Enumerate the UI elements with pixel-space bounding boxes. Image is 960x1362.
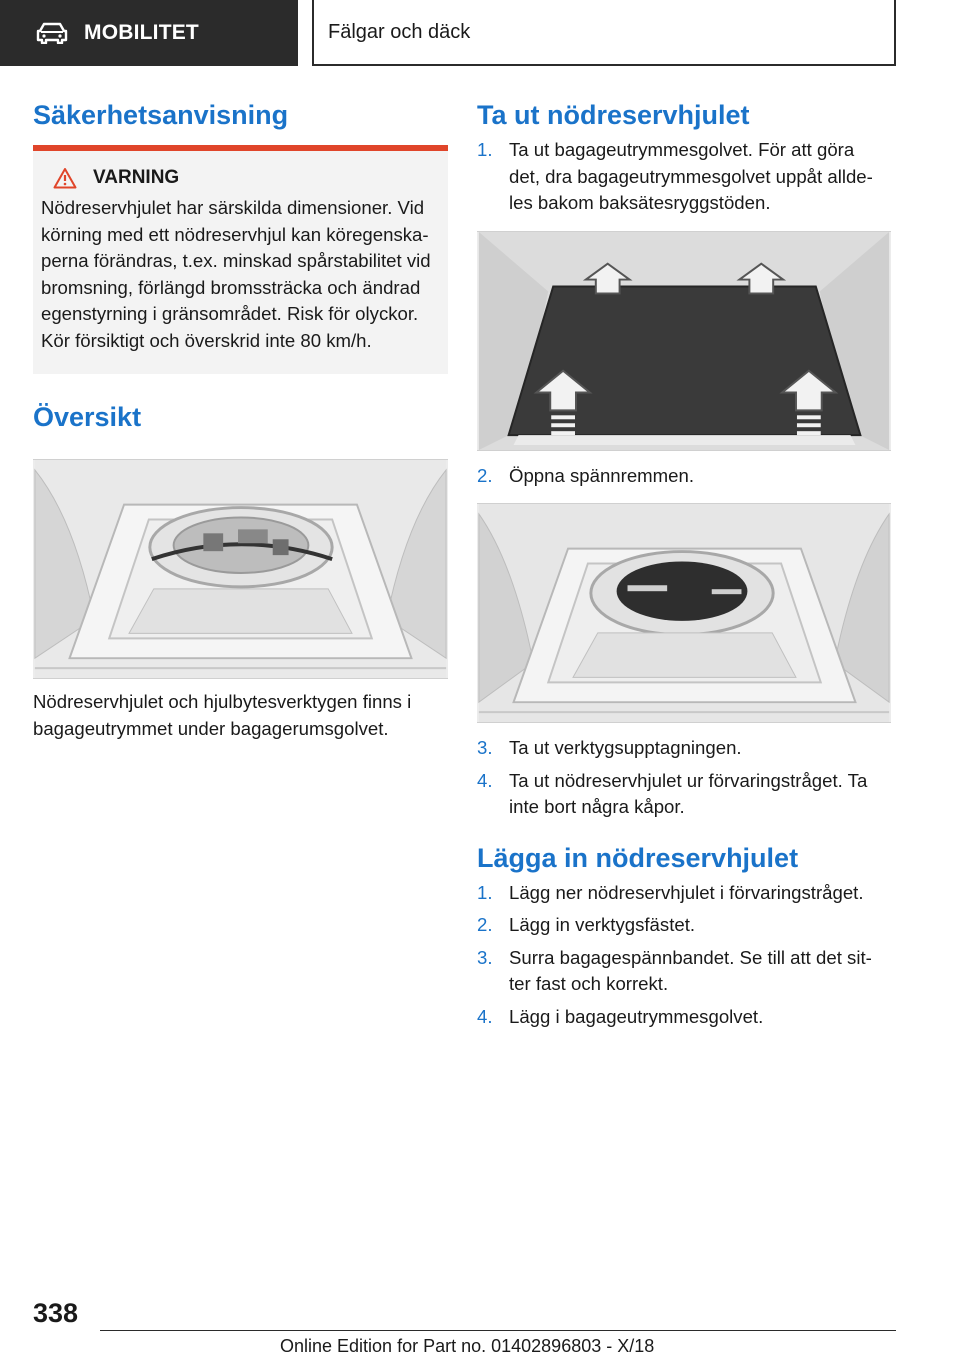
- remove-steps: [477, 137, 891, 217]
- step-text: [509, 137, 873, 217]
- caption-line: Nödreservhjulet och hjulbytesverktygen finns i: [33, 691, 412, 712]
- overview-illustration: [33, 459, 448, 679]
- step-text: [509, 768, 867, 821]
- warning-box: [33, 145, 448, 374]
- insert-steps: [477, 880, 891, 1031]
- safety-heading: Säkerhetsanvisning: [33, 100, 289, 130]
- overview-caption: [33, 689, 448, 742]
- step-number: 3.: [477, 737, 493, 758]
- step-text: Lägg i bagageutrymmesgolvet.: [509, 1005, 764, 1027]
- step-text: Öppna spännremmen.: [509, 464, 695, 486]
- warning-line: egenstyrning i gränsområdet. Risk för olyckor.: [41, 303, 419, 324]
- step-number: 2.: [477, 464, 493, 486]
- list-item: [477, 1004, 891, 1031]
- step-line: det, dra bagageutrymmesgolvet uppåt allde-: [509, 165, 873, 187]
- step-line: inte bort några kåpor.: [509, 796, 685, 817]
- step-number: 3.: [477, 946, 493, 968]
- step-number: 4.: [477, 1005, 493, 1027]
- footer-divider: [100, 1330, 896, 1331]
- step-number: 4.: [477, 769, 493, 791]
- warning-triangle-icon: [53, 167, 77, 189]
- list-item: [477, 880, 891, 907]
- spare-wheel-illustration: [477, 503, 891, 723]
- chapter-label: MOBILITET: [84, 21, 199, 44]
- warning-line: Nödreservhjulet har särskilda dimensioner. Vid: [41, 197, 425, 218]
- edition-text: Online Edition for Part no. 01402896803 - X/18: [280, 1336, 655, 1356]
- step-line: Surra bagagespännbandet. Se till att det sit-: [509, 946, 872, 968]
- insert-heading: Lägga in nödreservhjulet: [477, 842, 799, 873]
- caption-line: bagageutrymmet under bagagerumsgolvet.: [33, 717, 389, 739]
- list-item: [477, 137, 891, 217]
- warning-text: [41, 195, 440, 354]
- car-icon: [36, 22, 68, 44]
- page-header: [0, 0, 960, 66]
- step-text: [509, 945, 872, 998]
- warning-line: Kör försiktigt och överskrid inte 80 km/h.: [41, 329, 372, 351]
- warning-line: perna förändras, t.ex. minskad spårstabilitet vid: [41, 250, 431, 271]
- step-text: Ta ut verktygsupptagningen.: [509, 737, 742, 758]
- list-item: [477, 945, 891, 998]
- left-column: [33, 100, 448, 742]
- step-number: 1.: [477, 881, 493, 903]
- section-title-box: [312, 0, 896, 66]
- step-text: Lägg ner nödreservhjulet i förvaringstråget.: [509, 881, 864, 903]
- warning-line: körning med ett nödreservhjul kan köregenska-: [41, 223, 429, 245]
- warning-header: [41, 167, 440, 189]
- right-column: [477, 100, 891, 1036]
- remove-steps-end: [477, 735, 891, 821]
- page-number: 338: [33, 1298, 79, 1328]
- step-line: Ta ut bagageutrymmesgolvet. För att göra: [509, 139, 855, 160]
- chapter-tab[interactable]: [0, 0, 298, 66]
- list-item: [477, 912, 891, 939]
- overview-heading: Översikt: [33, 402, 142, 432]
- list-item: [477, 463, 891, 490]
- warning-label: VARNING: [93, 167, 180, 188]
- warning-line: bromsning, förlängd bromssträcka och ändrad: [41, 276, 421, 298]
- remove-heading: Ta ut nödreservhjulet: [477, 100, 750, 130]
- trunk-floor-illustration: [477, 231, 891, 451]
- remove-steps-cont: [477, 463, 891, 490]
- step-line: ter fast och korrekt.: [509, 973, 669, 994]
- step-number: 1.: [477, 139, 493, 160]
- step-line: Ta ut nödreservhjulet ur förvaringstråget. Ta: [509, 769, 868, 791]
- section-title: Fälgar och däck: [328, 20, 471, 43]
- step-number: 2.: [477, 914, 493, 935]
- step-text: Lägg in verktygsfästet.: [509, 914, 696, 935]
- list-item: [477, 735, 891, 762]
- step-line: les bakom baksätesryggstöden.: [509, 192, 771, 213]
- list-item: [477, 768, 891, 821]
